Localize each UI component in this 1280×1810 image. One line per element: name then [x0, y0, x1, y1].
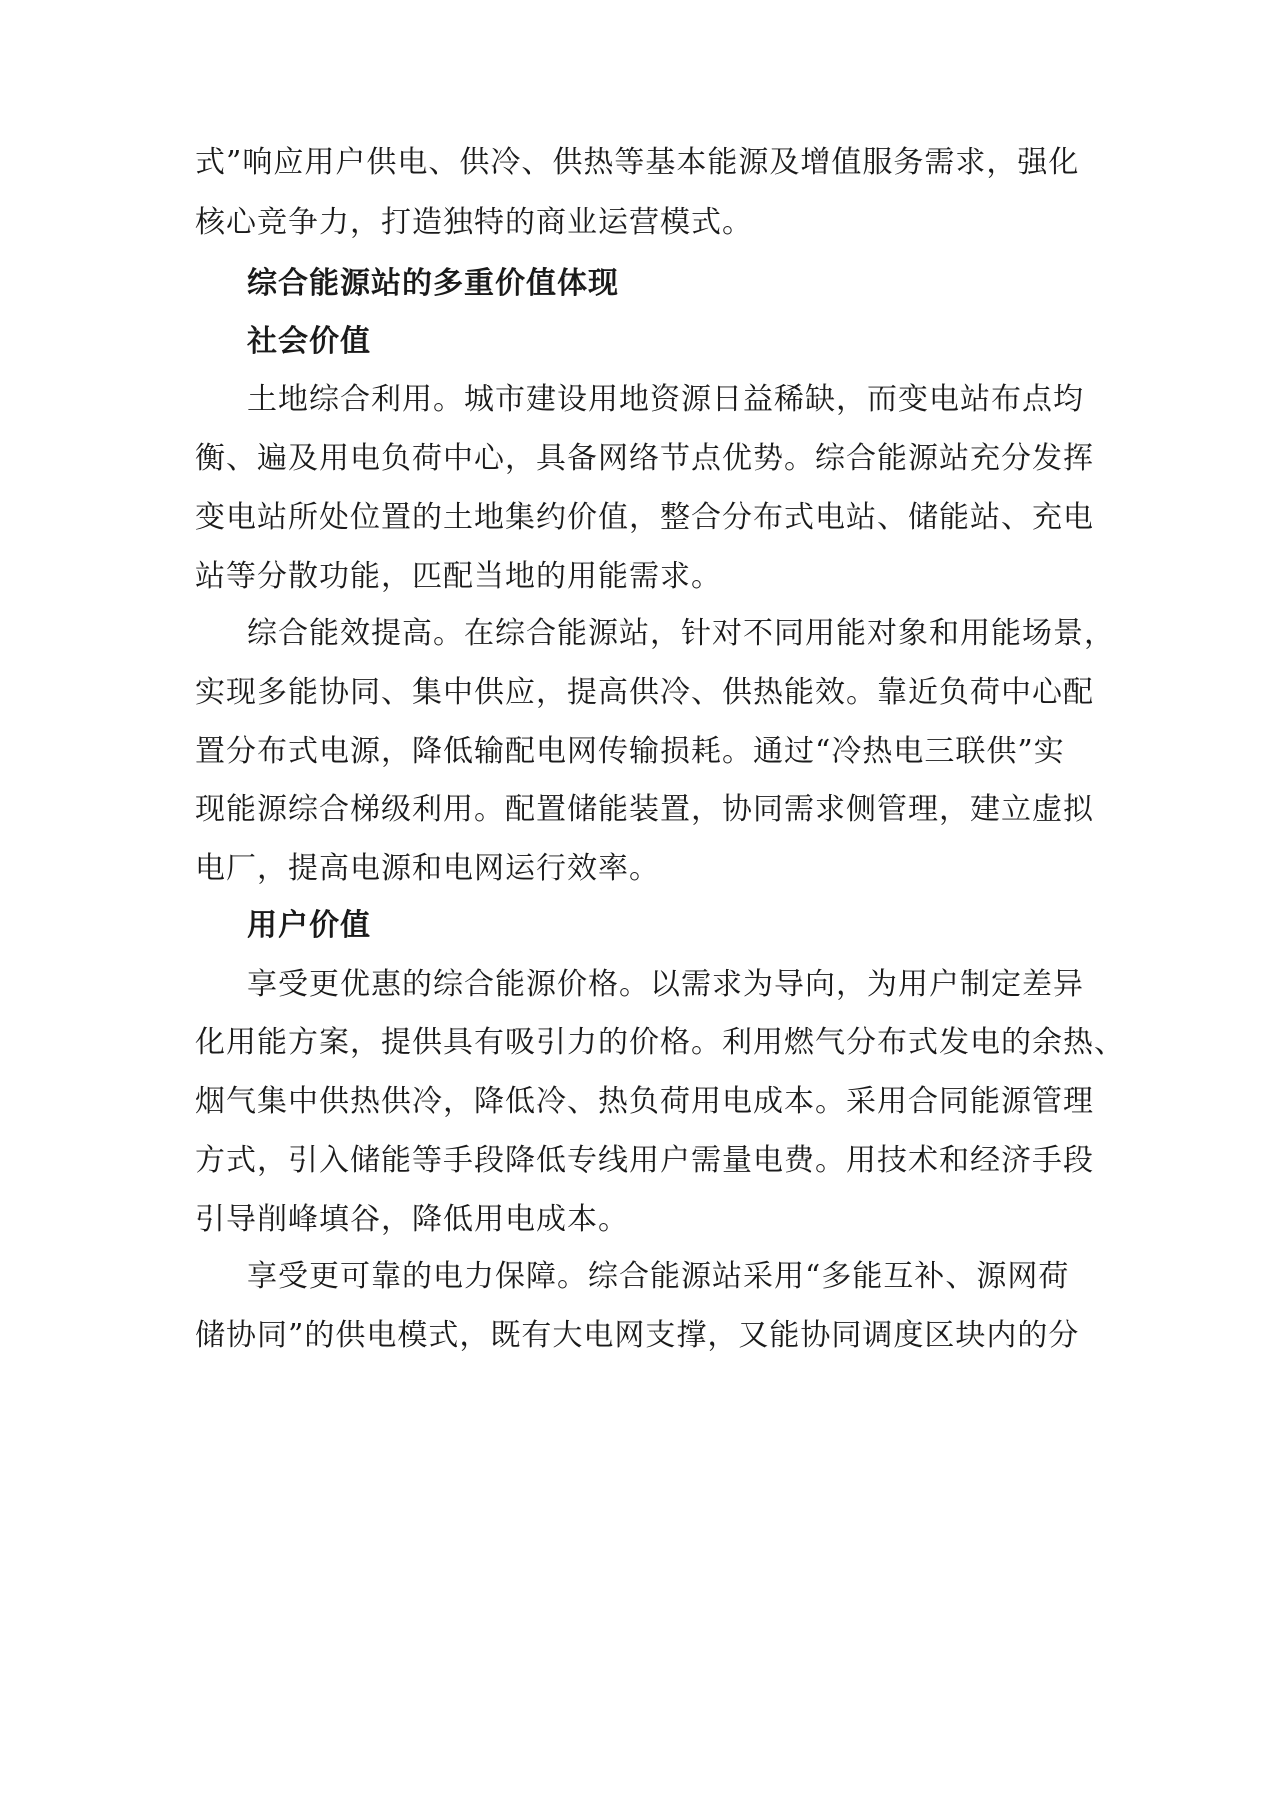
body-text-line: 储协同”的供电模式，既有大电网支撑，又能协同调度区块内的分	[195, 1318, 1080, 1353]
body-text-line: 核心竞争力，打造独特的商业运营模式。	[195, 205, 753, 240]
body-text-line: 烟气集中供热供冷，降低冷、热负荷用电成本。采用合同能源管理	[195, 1084, 1094, 1119]
body-text-line: 变电站所处位置的土地集约价值，整合分布式电站、储能站、充电	[195, 500, 1094, 535]
body-text-line: 电厂，提高电源和电网运行效率。	[195, 851, 660, 886]
subsection-heading: 社会价值	[247, 324, 371, 359]
paragraph-first-line: 享受更优惠的综合能源价格。以需求为导向，为用户制定差异	[247, 967, 1084, 1002]
body-text-line: 引导削峰填谷，降低用电成本。	[195, 1202, 629, 1237]
body-text-line: 现能源综合梯级利用。配置储能装置，协同需求侧管理，建立虚拟	[195, 792, 1094, 827]
paragraph-first-line: 享受更可靠的电力保障。综合能源站采用“多能互补、源网荷	[247, 1259, 1070, 1294]
body-text-line: 实现多能协同、集中供应，提高供冷、供热能效。靠近负荷中心配	[195, 675, 1094, 710]
body-text-line: 衡、遍及用电负荷中心，具备网络节点优势。综合能源站充分发挥	[195, 441, 1094, 476]
section-heading: 综合能源站的多重价值体现	[247, 266, 619, 301]
subsection-heading: 用户价值	[247, 908, 371, 943]
body-text-line: 站等分散功能，匹配当地的用能需求。	[195, 559, 722, 594]
paragraph-first-line: 综合能效提高。在综合能源站，针对不同用能对象和用能场景，	[247, 616, 1115, 651]
body-text-line: 置分布式电源，降低输配电网传输损耗。通过“冷热电三联供”实	[195, 734, 1065, 769]
body-text-line: 式”响应用户供电、供冷、供热等基本能源及增值服务需求，强化	[195, 145, 1080, 180]
body-text-line: 化用能方案，提供具有吸引力的价格。利用燃气分布式发电的余热、	[195, 1025, 1125, 1060]
paragraph-first-line: 土地综合利用。城市建设用地资源日益稀缺，而变电站布点均	[247, 382, 1084, 417]
body-text-line: 方式，引入储能等手段降低专线用户需量电费。用技术和经济手段	[195, 1143, 1094, 1178]
